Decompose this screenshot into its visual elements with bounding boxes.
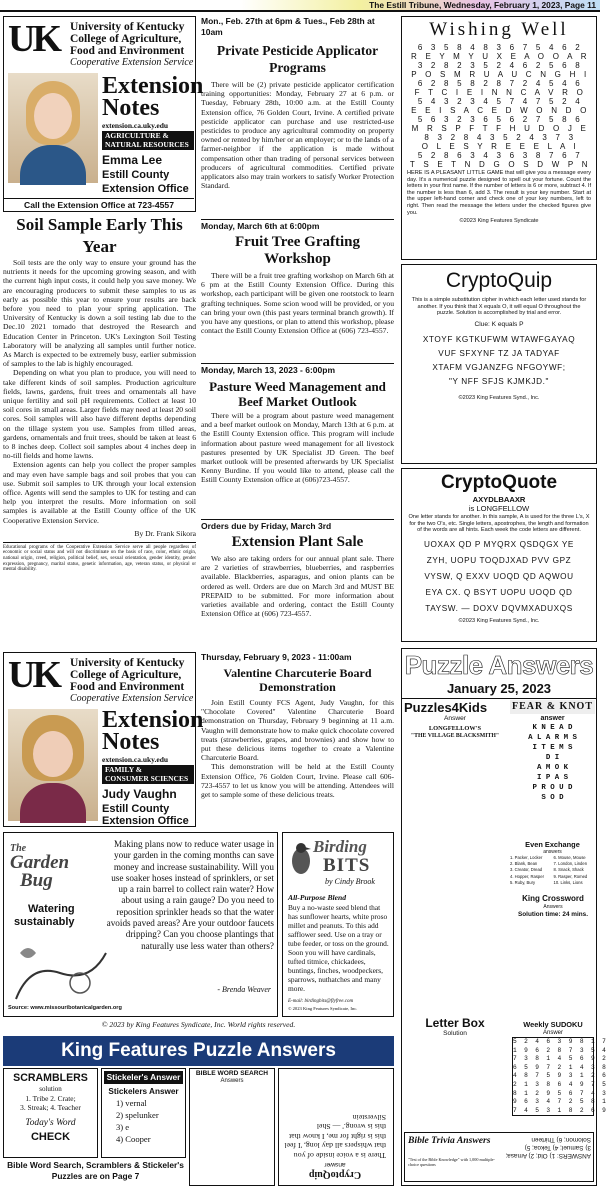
king-solution: Solution time: 24 mins. [518,911,588,918]
even-title: Even Exchange [525,840,580,849]
pasture-body: There will be a program about pasture weed management and a beef market outlook on Monday, March 13th at 6 p.m. at the Estill County Extension office. This program will include information about pasture weed management for all livestock pastures presented by UK Specialist JD Green. The beef market outlook will be presented afterwards by UK Specialist Kenny Burdine. If you would like to attend, please call the Estill County Extension office at (606)723-4557. [201,411,394,485]
county-line-2: Extension Office [102,183,189,195]
wishing-row: 3 2 8 2 3 5 2 4 6 2 5 6 8 [417,61,581,70]
plant-title: Extension Plant Sale [231,534,364,550]
even-item: 10. Links, Lions [553,879,583,885]
fk-title: FEAR & KNOT [512,701,593,712]
wishing-row: R E Y M Y U X E A O O A R [411,52,587,61]
trivia-title: Bible Trivia Answers [408,1135,491,1146]
letter-box [404,1016,506,1128]
knot-row: I T E M S [532,744,573,752]
cryptoquote-example-1: AXYDLBAAXR [472,495,526,504]
divider-1 [201,219,394,220]
fruit-title: Fruit Tree Grafting Workshop [235,234,360,267]
charcuterie-title: Valentine Charcuterie Board Demonstration [223,666,372,694]
sudoku-row: 6 5 9 7 2 1 4 3 8 [513,1063,606,1071]
header-rule [0,10,600,12]
garden-logo: The Garden Bug [10,843,70,891]
scramblers-box [3,1068,98,1158]
wishing-row: 6 3 5 8 4 8 3 6 7 5 4 6 2 [417,43,581,52]
bws-answers: Answers [220,1078,244,1084]
knot-row: A M O K [536,764,569,772]
wishing-row: T S E T N D G O S D W P N [409,160,589,169]
agent-name-2: Judy Vaughn [102,787,177,801]
fk-answer: answer [540,715,565,722]
sudoku-row: 2 1 3 8 6 4 9 7 5 [513,1080,606,1088]
pesticide-title: Private Pesticide Applicator Programs [216,43,379,75]
fruit-body: There will be a fruit tree grafting workshop on March 6th at 6 pm at the Estill County Extension Office. During this workshop, each participant will be given one rootstock to learn grafting techniques. Some scion wood will be provided, or you can bring your own (this past years terminal branch growth). If you have any questions, or plan to attend this workshop, please contact the Estill County Extension Office at (606) 723-4557. [201,271,394,336]
extension-box-judy [3,652,204,827]
plant-body: We also are taking orders for our annual plant sale. There are 2 varieties of strawberries, blueberries, and raspberries available. Blackberries, asparagus, and onion plants can be ordered as well. Orders are due on March 3rd and MUST BE PREPAID to be submitted. For more information about varieties available and ordering, contact the Estill County Extension Office at (606) 723-4557. [201,554,394,619]
soil-disclaimer: Educational programs of the Cooperative Extension Service serve all people regardless of economic or social status and will not discriminate on the basis of race, color, ethnic origin, national origin, creed, religion, political belief, sex, sexual orientation, gender identity, gender expression, pregnancy, marital status, genetic information, age, veteran status, or physical or mental disability. [3,542,196,573]
scramblers-solution: solution [39,1085,62,1093]
bible-wordsearch-box [189,1068,275,1186]
page-header [0,0,600,10]
cryptoquote-lines: UOXAX QD P MYQRX QSDQGX YE ZYH, UOPU TOQDJXAD PVV GPZ VYSW, Q EXXV UOQD QD AQWOU EYA CX. Q BSYT UOPU UOQD QD TAYSW. — DOXV DQVMXADUXQS [424,539,574,613]
trivia-sub: "Test of the Bible Knowledge" with 1,000 multiple-choice questions [408,1157,495,1167]
extension-url-2[interactable]: extension.ca.uky.edu [102,755,169,764]
county2-line-1: Estill County [102,803,170,815]
birding-credit: © 2023 King Features Syndicate, Inc. [288,1006,358,1011]
pesticide-body: There will be (2) private pesticide applicator certification training opportunities: Monday, February 27 at 6 p.m. or Tuesday, February 28th, 10:00 a.m. at the Estill County Extension office, 76 Golden Court, Irvine. A certified private pesticide applicator can purchase and use restricted-use pesticides to produce any agricultural commodity on property owned or rented by him/her or an employer; or to the lands of a farmer-neighbor if the application is made without compensation other than trading of personal services between producers of agricultural commodities. Certified private applicators also may train workers to satisfy Worker Protection Standard. [201,80,394,191]
even-item: 6. Mouse, Mouse [553,855,586,860]
judy-photo [8,709,98,821]
stickelers-title: Stickeler's Answer [104,1071,183,1084]
cryptoquote-credit: ©2023 King Features Synd., Inc. [458,617,540,624]
garden-sub: Watering sustainably [14,903,75,928]
even-ans: answers [543,849,562,855]
sudoku-row: 7 4 5 3 1 8 2 6 9 [513,1106,606,1114]
cryptoquip-answer-box [278,1068,394,1186]
puzzle-title: Puzzle Answers [402,649,596,681]
wishing-credit: ©2023 King Features Syndicate [459,218,539,225]
sudoku-row: 1 9 6 2 8 7 3 5 4 [513,1046,606,1054]
fruit-article [201,221,394,361]
notes-title-2: Notes [102,729,160,755]
cqans-text: There is a voice inside of you that whispers all day long, 'I feel this is right for me, I know that this is wrong.' — Shel Silverstein [284,1112,386,1160]
even-item: 5. Ruby, Bury [510,879,536,885]
soil-title: Soil Sample Early This Year [16,215,183,256]
even-item: 9. Rasper, Romed [553,873,588,879]
wishing-row: 6 2 8 5 8 2 8 7 2 4 5 4 6 [417,79,581,88]
sudoku-grid [512,1037,606,1116]
king-ans: Answers [543,904,563,910]
sudoku-title: Weekly SUDOKU [523,1020,583,1029]
wishing-row: 5 6 3 2 3 6 5 6 2 7 5 8 6 [417,115,581,124]
uk2-name-2: College of Agriculture, [70,669,182,681]
uk2-name-3: Food and Environment [70,681,185,693]
wishing-row: 5 2 8 6 3 4 3 6 3 8 7 6 7 [417,151,581,160]
extension-url[interactable]: extension.ca.uky.edu [102,121,169,130]
wishing-instructions: HERE IS A PLEASANT LITTLE GAME that will give you a message every day. It's a numerical puzzle designed to spell out your fortune. Count the letters in your first name. If the number of letters is 6 or more, subtract 4. If the number is less than 6, add 3. The result is your key number. Start at the upper left-hand corner and check one of your key numbers, left to right. Then read the message the letters under the checked figures give you. [407,170,591,216]
cryptoquote-title: CryptoQuote [440,472,558,493]
cryptoquip-box [401,264,597,464]
birding-title-1: Birding [313,837,367,856]
cryptoquote-example-2: is LONGFELLOW [468,504,530,513]
garden-source: Source: www.missouribotanicalgarden.org [8,1005,122,1011]
header-text: The Estill Tribune, Wednesday, February 1, 2023, Page 11 [369,0,596,10]
charcuterie-body: Join Estill County FCS Agent, Judy Vaughn, for this "Chocolate Covered" Valentine Charcuterie Board demonstration on Thursday, February 9 beginning at 11 a.m. Vaughn will demonstrate how to make quick chocolate covered treats (strawberries, grapes, and brownies) and show how to put these delicious items together to create a Valentine Charcuterie Board. This demonstration will be held at the Estill County Extension Office, 76 Golden Court, Irvine. Please call 606-723-4557 to let us know you will be attending. Attendees will get to sample some of these delicious treats. [201,698,394,800]
soil-body: Soil tests are the only way to ensure your ground has the nutrients it needs for the upcoming growing season, and with the current high input costs, it could help you save money. We are encouraging producers to submit these samples to us as early as possible this year to ensure your results are back before you need to plan your spring application. The University of Kentucky is down a soil testing lab due to the Dec.10 2021 tornado that destroyed the Research and Education Center in Princeton. UK's Lexington Soil Testing Laboratory will be analyzing all samples until further notice. As March is expected to be extremely busy, earlier submission of samples to the lab is highly encouraged. Depending on what you plan to produce, you will need to take different kinds of soil samples. Production agriculture fields, lawns, gardens, fruit trees and ornamentals all have unique fertility and soil pH requirements. Collect at least 10 soil cores in small areas. Larger fields may need at least 20 soil cores. Soil samples will also have different depths depending on the tillage system you use. Samples from tilled areas, gardens, ornamentals and fruit trees, should be taken at least 6 to 8 inches deep. Collect soil samples about 4 inches deep in no-till fields and home lawns. Extension agents can help you collect the proper samples and may even have sample bags and soil probes that you can use. Submit soil samples to UK through your local extension office. Agents will send the samples to UK for testing and can help you interpret the results. More information on soil samples is available at the Estill County office of the UK Cooperative Extension Service. [3,258,196,525]
even-item: 8. Snack, Shack [553,867,584,873]
knot-row: P R O U D [532,784,573,792]
p4k-title: Puzzles4Kids [404,700,488,715]
birding-title-2: BITS [323,855,371,876]
extension-title: Extension [102,73,204,99]
garden-hose-art [10,933,110,1005]
even-exchange [510,840,595,892]
even-item: 1. Packer, Locker [510,855,543,860]
pasture-title-2: Beef Market Outlook [238,394,357,409]
knot-row: K N E A D [532,724,573,732]
sudoku-ans: Answer [542,1030,563,1036]
fruit-date: Monday, March 6th at 6:00pm [201,221,320,231]
sudoku-row: 5 2 4 6 3 9 8 1 7 [513,1038,606,1045]
charcuterie-article [201,652,394,828]
uk-coop: Cooperative Extension Service [70,57,194,68]
fk-grid [510,723,595,803]
pasture-date: Monday, March 13, 2023 - 6:00pm [201,365,336,375]
p4k-smith: "THE VILLAGE BLACKSMITH" [410,733,500,739]
wishing-row: 8 3 2 8 4 3 5 2 4 3 7 3 [424,133,574,142]
uk-name-3: Food and Environment [70,45,185,57]
wishing-row: F T C I E I N N C A V R O [414,88,584,97]
even-list [510,855,595,886]
cryptoquip-intro: This is a simple substitution cipher in which each letter used stands for another. If you think that X equals O, it will equal O throughout the puzzle. Solution is accomplished by trial and error. [411,297,587,317]
uk-logo-2: UK [8,654,59,696]
cryptoquip-title: CryptoQuip [445,269,553,292]
birding-art [287,839,313,879]
bws-title: BIBLE WORD SEARCH [195,1070,269,1077]
cryptoquote-box [401,468,597,642]
stickelers-box [101,1068,186,1158]
scramblers-today: Today's Word [25,1118,76,1128]
garden-author: - Brenda Weaver [217,985,271,994]
knot-row: I P A S [536,774,569,782]
emma-photo [8,73,98,183]
even-item: 7. London, Linden [553,861,588,867]
plant-sale-article [201,521,394,641]
divider-2 [201,363,394,364]
birding-head: All-Purpose Blend [288,893,347,902]
scramblers-ans-2: 3. Streak; 4. Teacher [20,1103,81,1112]
letterbox-title: Letter Box [425,1016,485,1030]
garden-text: Making plans now to reduce water usage in your garden in the coming months can save money and increase sustainability. Will you use soaker hoses instead of sprinklers, or set up a rain barrel to collect rain water? How about using a rain gauge? Do you need to reposition sprinkler heads so that the water avoids paved areas? Are your outdoor faucets dripping? Can you choose plantings that naturally use less water than others? [106,839,274,951]
scramblers-answer: CHECK [30,1131,71,1143]
pasture-article [201,365,394,517]
birding-box [282,832,394,1017]
uk2-coop: Cooperative Extension Service [70,693,194,704]
fcs-badge: FAMILY & CONSUMER SCIENCES [102,765,194,784]
sudoku-row: 7 3 8 1 4 5 6 9 2 [513,1055,606,1063]
cqans-title: CryptoQuip [308,1169,362,1180]
stickelers-items: 1) vernal 2) spelunker 3) e 4) Cooper [116,1098,159,1144]
wishing-row: 5 4 3 2 3 4 5 7 4 7 5 2 4 [417,97,581,106]
king-title: King Crossword [522,894,584,903]
wishing-row: M R S P F T F H U D O J E [411,124,587,133]
kf-copyright: © 2023 by King Features Syndicate, Inc. World rights reserved. [101,1020,296,1029]
agriculture-badge: AGRICULTURE & NATURAL RESOURCES [102,131,194,150]
cryptoquip-credit: ©2023 King Features Synd., Inc. [458,394,540,401]
p4k-longfellow: LONGFELLOW'S [428,725,482,732]
puzzles4kids [404,700,506,880]
wishing-title: Wishing Well [429,19,569,40]
puzzle-date: January 25, 2023 [402,681,596,699]
divider-3 [201,519,394,520]
sudoku [510,1020,606,1130]
extension-box-emma [3,16,204,212]
bible-trivia-box [404,1132,594,1182]
county-line-1: Estill County [102,169,170,181]
cryptoquip-clue: Clue: K equals P [474,320,524,328]
wishing-row: E E I S A C E D W O N D O [411,106,587,115]
trivia-answers: ANSWERS: 1) Old; 2) Amasa; 3) Samuel; 4) Tekoa; 5) Solomon; 6) Thirteen [505,1136,591,1159]
cryptoquip-lines: XTOYF KGTKUFWM WTAWFGAYAQ VUF SFXYNF TZ JA TADYAF XTAFM VGJANZFG NFGOYWF; "Y NFF SFJS KJMKJD." [422,334,576,386]
sudoku-row: 8 1 2 9 5 6 7 4 3 [513,1089,606,1097]
kf-banner: King Features Puzzle Answers [3,1036,394,1066]
mid-crossword [404,884,506,974]
garden-bug-box [3,832,278,1017]
extension-title-2: Extension [102,707,204,733]
uk-name-2: College of Agriculture, [70,33,182,45]
agent-name: Emma Lee [102,153,163,167]
letterbox-solution: Solution [443,1030,467,1037]
p4k-answer: Answer [444,715,466,722]
uk2-name-1: University of Kentucky [70,657,185,669]
soil-byline: By Dr. Frank Sikora [134,528,196,538]
footer-note: Bible Word Search, Scramblers & Stickeler's Puzzles are on Page 7 [7,1160,184,1181]
soil-article [3,214,196,622]
even-item: 3. Creator, Dread [510,867,543,873]
pesticide-date: Mon., Feb. 27th at 6pm & Tues., Feb 28th at 10am [201,16,375,37]
uk-logo: UK [8,18,59,60]
uk-name-1: University of Kentucky [70,21,185,33]
wishing-grid [402,42,596,170]
knot-row: S O D [541,794,564,802]
wishing-row: O L E S Y R E E E L A I [421,142,577,151]
county2-line-2: Extension Office [102,815,189,827]
sudoku-row: 4 8 7 5 9 3 1 2 6 [513,1072,606,1080]
sudoku-row: 9 6 3 4 7 2 5 8 1 [513,1098,606,1106]
wishing-row: P O S M R U A U C N G H I [411,70,587,79]
scramblers-title: SCRAMBLERS [13,1072,88,1084]
fear-knot [510,700,595,840]
even-item: 2. Blank, Bean [510,861,538,867]
plant-date: Orders due by Friday, March 3rd [201,521,332,531]
notes-title: Notes [102,95,160,121]
scramblers-ans-1: 1. Tribe 2. Crate; [25,1094,76,1103]
call-line: Call the Extension Office at 723-4557 [4,198,194,211]
birding-email[interactable]: E-mail: birdingbits@flyfree.com [288,999,354,1004]
pesticide-article [201,16,394,222]
knot-row: A L A R M S [528,734,577,742]
charcuterie-date: Thursday, February 9, 2023 - 11:00am [201,652,352,662]
birding-text: Buy a no-waste seed blend that has sunflower hearts, white proso millet and peanuts. To this add safflower seed. Use on a tray or tube feeder, or toss on the ground. Soon you will have cardinals, tufted titmice, chickadees, buntings, finches, woodpeckers, sparrows, nuthatches and many more. [288,903,389,993]
even-item: 4. Hopper, Rasper [510,873,544,879]
wishing-well-box [401,16,597,260]
stickelers-sub: Stickelers Answer [108,1087,179,1096]
pasture-title-1: Pasture Weed Management and [209,379,386,394]
cqans-label: answer [324,1161,346,1168]
cryptoquote-intro: One letter stands for another. In this sample, A is used for the three L's, X for the two O's, etc. Single letters, apostrophes, the length and formation of the words are all hints. Each week the code letters are different. [408,514,590,534]
king-crossword [510,894,596,1016]
knot-row: D I [545,754,560,762]
birding-by: by Cindy Brook [325,877,375,886]
